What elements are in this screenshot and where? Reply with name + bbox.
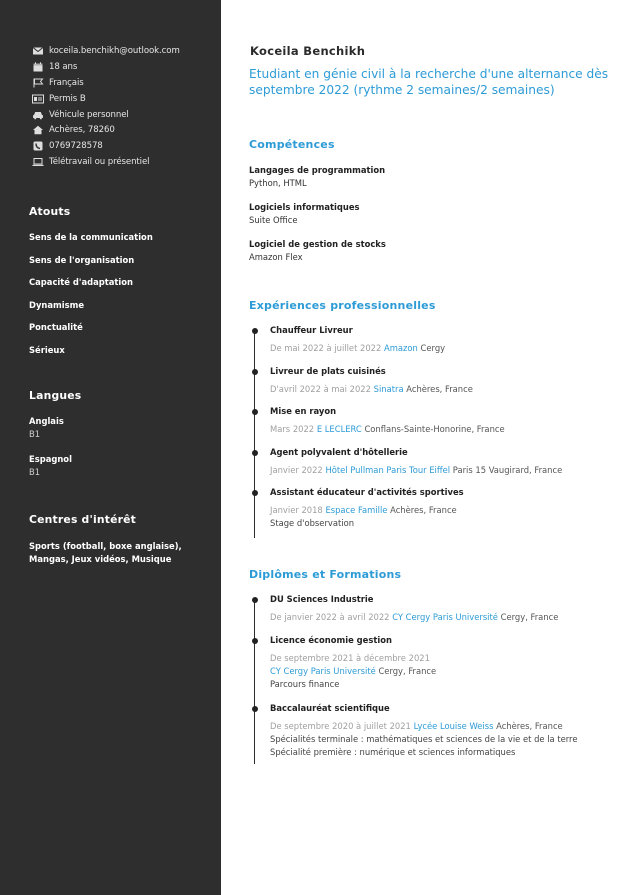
diplome-note: Parcours finance [270, 679, 340, 689]
timeline-dot [252, 638, 258, 644]
home-icon [32, 125, 44, 135]
contact-license [32, 91, 218, 107]
experience-org: Sinatra [373, 383, 404, 394]
contact-phone-text: 0769728578 [49, 141, 103, 152]
experience-item [254, 325, 624, 366]
car-icon [32, 110, 44, 120]
experience-date: De mai 2022 à juillet 2022 [270, 343, 382, 353]
skill-value: Python, HTML [249, 178, 307, 188]
experience-place: Achères, France [406, 383, 473, 394]
experience-date: Mars 2022 [270, 424, 315, 434]
experience-place: Conflans-Sainte-Honorine, France [364, 424, 505, 434]
experience-org: Espace Famille [325, 505, 388, 515]
competences-title: Compétences [249, 138, 335, 151]
diplome-title: DU Sciences Industrie [270, 594, 374, 604]
skill-value: Amazon Flex [249, 252, 303, 262]
timeline-dot [252, 369, 258, 375]
timeline-dot [252, 450, 258, 456]
atout-item: Capacité d'adaptation [29, 277, 133, 287]
contact-nationality-text: Français [49, 77, 84, 88]
diplome-date: De janvier 2022 à avril 2022 [270, 612, 390, 622]
interets-text: Sports (football, boxe anglaise), Mangas, Jeux vidéos, Musique [29, 541, 182, 564]
skill-item [249, 239, 629, 276]
langues-list [29, 416, 72, 492]
interets-title: Centres d'intérêt [29, 513, 137, 526]
diplome-date: De septembre 2021 à décembre 2021 [270, 653, 430, 663]
langues-title: Langues [29, 389, 82, 402]
contact-email-text: koceila.benchikh@outlook.com [49, 45, 180, 56]
atout-item: Sens de l'organisation [29, 254, 135, 265]
atouts-list [29, 232, 153, 367]
person-name: Koceila Benchikh [250, 44, 366, 58]
experience-date: Janvier 2018 [270, 505, 323, 515]
diplome-org: Lycée Louise Weiss [413, 721, 494, 731]
timeline-dot [252, 597, 258, 603]
experience-place: Achères, France [390, 505, 457, 515]
langue-level: B1 [29, 467, 41, 477]
experience-date: Janvier 2022 [270, 464, 323, 475]
contact-address [32, 122, 218, 138]
langue-item [29, 416, 72, 454]
timeline-dot [252, 328, 258, 334]
experience-date: D'avril 2022 à mai 2022 [270, 383, 371, 394]
skill-value: Suite Office [249, 215, 298, 225]
diplome-meta [270, 610, 624, 624]
diplome-item [254, 703, 624, 759]
atout-item: Dynamisme [29, 299, 85, 310]
experience-title: Livreur de plats cuisinés [270, 365, 386, 376]
sidebar [0, 0, 221, 895]
contact-vehicle [32, 107, 218, 123]
timeline-dot [252, 706, 258, 712]
diplome-place: Cergy, France [378, 666, 437, 676]
main-content [221, 0, 640, 895]
skill-item [249, 165, 629, 202]
diplome-note: Spécialité première : numérique et sciences informatiques [270, 747, 516, 757]
experience-title: Mise en rayon [270, 406, 337, 416]
experience-meta [270, 503, 624, 517]
skill-item [249, 202, 629, 239]
skill-name: Langages de programmation [249, 165, 386, 175]
diplome-place: Achères, France [496, 721, 563, 731]
langue-level: B1 [29, 429, 41, 439]
diplome-item [254, 594, 624, 635]
experience-item [254, 487, 624, 528]
contact-phone[interactable] [32, 138, 218, 154]
contact-address-text: Achères, 78260 [49, 125, 115, 136]
experience-item [254, 447, 624, 488]
flag-icon [32, 78, 44, 88]
contact-age [32, 59, 218, 75]
diplome-title: Licence économie gestion [270, 635, 392, 645]
experience-title: Chauffeur Livreur [270, 325, 353, 335]
id-card-icon [32, 94, 44, 104]
diplome-org: CY Cergy Paris Université [270, 666, 376, 676]
diplome-meta [270, 665, 624, 678]
skill-name: Logiciel de gestion de stocks [249, 239, 386, 249]
experiences-title: Expériences professionnelles [249, 299, 436, 312]
experience-item [254, 366, 624, 407]
experiences-timeline [254, 325, 624, 528]
langue-item [29, 454, 72, 492]
phone-icon [32, 141, 44, 151]
contact-nationality [32, 75, 218, 91]
contact-vehicle-text: Véhicule personnel [49, 109, 129, 120]
atout-item: Sérieux [29, 344, 65, 355]
skill-name: Logiciels informatiques [249, 202, 360, 212]
experience-place: Paris 15 Vaugirard, France [452, 464, 563, 475]
experience-meta [270, 463, 624, 477]
contact-license-text: Permis B [49, 93, 86, 104]
timeline-dot [252, 490, 258, 496]
diplome-place: Cergy, France [500, 612, 559, 622]
experience-title: Assistant éducateur d'activités sportives [270, 487, 464, 497]
diplome-org: CY Cergy Paris Université [392, 612, 498, 622]
experience-item [254, 406, 624, 447]
contact-work-mode [32, 154, 218, 170]
experience-note: Stage d'observation [270, 518, 355, 528]
contact-age-text: 18 ans [49, 61, 78, 72]
diplome-note: Spécialités terminale : mathématiques et sciences de la vie et de la terre [270, 734, 578, 744]
atout-item: Ponctualité [29, 322, 83, 332]
experience-meta [270, 422, 624, 436]
diplome-date: De septembre 2020 à juillet 2021 [270, 721, 411, 731]
diplome-title: Baccalauréat scientifique [270, 703, 390, 713]
calendar-icon [32, 62, 44, 72]
experience-meta [270, 382, 624, 396]
atouts-title: Atouts [29, 205, 71, 218]
diplomes-timeline [254, 594, 624, 759]
diplomes-title: Diplômes et Formations [249, 568, 402, 581]
contact-work-mode-text: Télétravail ou présentiel [49, 157, 150, 168]
diplome-meta [270, 719, 624, 733]
headline: Etudiant en génie civil à la recherche d'une alternance dès septembre 2022 (rythme 2 semaines/2 semaines) [249, 67, 609, 97]
experience-meta [270, 341, 624, 355]
atout-item: Sens de la communication [29, 232, 153, 242]
contact-list [32, 43, 218, 170]
competences-list [249, 165, 629, 276]
timeline-dot [252, 409, 258, 415]
envelope-icon [32, 46, 44, 56]
experience-place: Cergy [420, 343, 446, 353]
langue-name: Espagnol [29, 454, 72, 464]
diplome-item [254, 635, 624, 703]
experience-title: Agent polyvalent d'hôtellerie [270, 446, 408, 457]
laptop-icon [32, 157, 44, 167]
experience-org: E LECLERC [316, 424, 362, 434]
experience-org: Hôtel Pullman Paris Tour Eiffel [325, 464, 451, 475]
contact-email[interactable] [32, 43, 218, 59]
experience-org: Amazon [384, 343, 418, 353]
langue-name: Anglais [29, 416, 64, 426]
